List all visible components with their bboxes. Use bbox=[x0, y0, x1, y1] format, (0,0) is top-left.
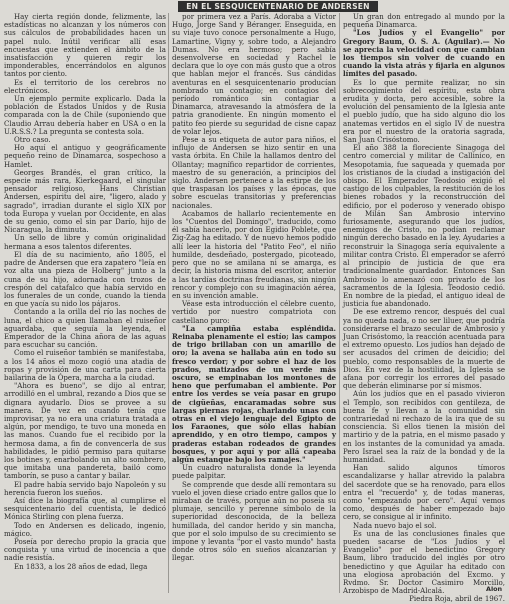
paragraph: El día de su nacimiento, año 1805, el padre de Andersen que era zapatero "leía en voz alta una pieza de Holberg" junto a la cuna de su hijo, adornada con trozos de crespón del catafalco que había servido en los funerales de un conde, cuando la tienda en que yacía su nido los pájaros. bbox=[4, 249, 166, 309]
paragraph: Un sello de libre y común originalidad hermana a esos talentos diferentes. bbox=[4, 233, 166, 251]
paragraph: por primera vez a París. Adoraba a Víctor Hugo, Jorge Sand y Béranger. Enseguida, en su viaje tuvo conoce personalmente a Hugo, Lamartine, Vigny y, sobre todo, a Alejandro Dumas. No era hermoso; pero sabía desenvolverse en sociedad y Rachel le declara que lo oye con más gusto que a otros que hablan mejor el francés. Sus cándidas aventuras en el sesquicentenario producían nombrado un contagio; en contagios del período romántico sin contagiar a Dinamarca, atravesando la atmósfera de la patria granodiente. En ningún momento el patito feo pierde su seguridad de cisne capaz de volar lejos. bbox=[172, 12, 336, 136]
paragraph: Es el territorio de los cerebros no electrónicos. bbox=[4, 77, 166, 95]
paragraph: El padre había servido bajo Napoleón y su herencia fueron los sueños. bbox=[4, 479, 166, 497]
paragraph: Un cuadro naturalista donde la leyenda puede palpitar. bbox=[172, 463, 336, 481]
paragraph: Se comprende que desde allí remontara su vuelo el joven diese criado entre gallos que lo miraban de través, porque aún no poseía su plumaje, sencillo y perenne símbolo de la superioridad desconocida, de la belleza humillada, del candor herido y sin mancha, que por el solo impulso de su crecimiento se impone y levanta "por el vasto mundo" hasta donde otros sólo en sueños alcanzarían y llegar. bbox=[172, 479, 336, 563]
paragraph: Un ejemplo permite explicarlo. Dada la población de Estados Unidos y de Rusia comparada con la de Chile (suponiendo que Claudio Arrau debería haber en USA o en la U.R.S.S.? La pregunta se contesta sola. bbox=[4, 94, 166, 136]
paragraph: Como el ruiseñor también se manifestaba, a los 14 años el mozo cogió una atadia de ropas y provisión de una carta para cierta bailarina de la Ópera, marcha a la ciudad. bbox=[4, 348, 166, 382]
paragraph: Es una de las conclusiones finales que pueden sacarse de "Los Judíos y el Evangelio" por el benedictino Gregory Baum, libro traducido del inglés por otro benedictino y que Aguilar ha editado con una elogiosa aprobación del Excmo. y Rvdmo. Sr. Doctor Casimiro Morcillo, Arzobispo de Madrid-Alcalá. bbox=[343, 528, 505, 596]
paragraph: Todo en Andersen es delicado, ingenio, mágico. bbox=[4, 520, 166, 538]
signature-line: Piedra Roja, abril de 1967. bbox=[409, 594, 505, 604]
paragraph: Poseía por derecho propio la gracia que conquista y una virtud de inocencia a que nadie resistía. bbox=[4, 537, 166, 563]
column-right bbox=[343, 12, 505, 604]
paragraph: Contando a la orilla del río las noches de luna, el chico a quien llamaban el ruiseñor aguardaba, que seguía la leyenda, el Emperador de la China añora de las aguas para escuchar su canción. bbox=[4, 307, 166, 350]
paragraph: Nada nuevo bajo el sol. bbox=[353, 520, 437, 530]
column-middle bbox=[172, 13, 336, 596]
paragraph: Otro caso. bbox=[14, 135, 51, 145]
paragraph: Así dice la biografía que, al cumplirse el sesquicentenario del cuentista, le dedicó Mónica Stirling con plena fuerza. bbox=[4, 495, 166, 522]
paragraph: Es lo que permite realizar, no sin sobrecogimiento del espíritu, esta obra erudita y docta, pero accesible, sobre la evolución del pensamiento de la Iglesia ante el pueblo judío, que ha sido alguno dio los anatemas vertidos en el siglo IV de nuestra era por el nuestro de la oratoria sagrada, San Juan Crisóstomo. bbox=[343, 77, 505, 145]
paragraph: Un gran don entregado al mundo por la pequeña Dinamarca. bbox=[343, 12, 505, 30]
book-review-lead: "Los Judíos y el Evangelio" por Gregory Baum, O. S. A. (Aguilar).— No se aprecia la velocidad con que cambian los tiempos sin volver de cuando en cuando la vista atrás y fijarla en algunos límites del pasado. bbox=[343, 28, 505, 79]
section-header: EN EL SESQUICENTENARIO DE ANDERSEN bbox=[178, 1, 378, 12]
paragraph: Acabamos de hallarlo recientemente en los "Cuentos del Domingo", traducido, como él sabía hacerlo, por don Egidio Poblete, que Zig-Zag ha editado. Y de nuevo hemos podido allí leer la historia del "Patito Feo", el niño humilde, desdeñado, postergado, picoteado, pero que no se amilana ni se amarga, es decir, la historia misma del escritor, anterior a las tardías doctrinas freudianas, sin ningún rencor y complejo con su imaginación aérea, en su invención amable. bbox=[172, 208, 336, 300]
column-divider bbox=[339, 13, 340, 593]
paragraph: Hay cierta región donde, felizmente, las estadísticas no alcanzan y los números con sus cálculos de probabilidades hacen un papel nulo. Inútil verificar allí esas encuestas que extienden el ámbito de la insatisfacción y quieren regir los imponderables, encerrándolos en algunos tantos por ciento. bbox=[4, 12, 166, 79]
paragraph: En 1833, a los 28 años de edad, llega bbox=[14, 561, 148, 571]
quoted-paragraph: "La campiña estaba espléndida. Reinaba plenamente el estío; las campos de trigo brillaban con un amarillo de oro; la avena se hallaba aún en todo su fresco verdor; y por sobre el haz de los prados, matizados de un verde más oscuro, se empinaban los montones de heno que perfumaban el ambiente. Por entre los verdes se veía pasar en grupo de cigüeñas, encaramadas sobre sus largas piernas rojas, charlando unas con otras en el viejo lenguaje del Egipto de los Faraones, que sólo ellas habían aprendido, y en otro tiempo, campos y praderas estaban rodeados de grandes bosques, y por aquí y por allá capeaba algún estanque bajo los ramajes." bbox=[172, 323, 336, 464]
paragraph: Aún los judíos que en el pasado vivieron el Templo, son recibidos con gentileza, de buena fe y llevan a la comunidad sin contrariedad ni rechazo de la ira que de su consciencia. Si ellos tienen la misión del martirio y de la patria, en el mismo pasado y en los instantes de la comunidad ya amada. Pero Israel sea la raíz de la bondad y de la humanidad. bbox=[343, 389, 505, 464]
author-credit: Alon bbox=[486, 585, 503, 593]
paragraph: Han salido algunos tímoros escandalizarse y hallar atrevido la palabra del sacerdote que se ha renovado, para ellos entra el "recuerdo" y, de todas maneras, como "empezando por cero". Aquí vemos como, después de haber empezado bajo cero, se consigue al ir infinito. bbox=[343, 463, 505, 522]
paragraph: Georges Brandés, el gran crítico, la especie más rara, Kierkegaard, el singular pensador religioso, Hans Christian Andersen, espíritu del aire, "ligero, alado y sagrado", irradian durante el siglo XIX por toda Europa y vuelan por Occidente, en alas de su genio, como el sin par Darío, hijo de Nicaragua, la diminuta. bbox=[4, 167, 166, 235]
column-left bbox=[4, 13, 166, 596]
paragraph: De ese extremo rencor, después del cual ya no queda nada, o no ser liluer, que podría considerarse el brazo secular de Ambrosio y Juan Crisóstomo, la reacción acentuada para el extremo opuesto. Los judíos han dejado de ser acusados del crimen de deicidio; del pueblo, como responsables de la muerte de Dios. En vez de la hostilidad, la Iglesia se afana por corregir los errores del pasado que deberán eliminarse por sí mismos. bbox=[343, 307, 505, 391]
paragraph: Véase esta introducción el célebre cuento, vertido por nuestro compatriota con castellano puro: bbox=[172, 299, 336, 325]
paragraph: "Ahora es bueno", se dijo al entrar, arrodilló en el umbral, rezando a Dios que se dignara ayudarlo. Dios se provee a su manera. De vez en cuando tenía que improvisar, ya no era una criatura tratada a algún, por mendigo, te tuvo una moneda en las manos. Cuando fue el recibido por la hermosa dama, a fin de convencerla de sus habilidades, le pidió permiso para quitarse los botines y, enarbolando un alto sombrero, que imitaba una pandereta, bailó como tamborín, se puso a cantar y bailar. bbox=[4, 381, 166, 481]
column-divider bbox=[168, 13, 169, 593]
paragraph: El año 388 la floreciente Sinagoga del centro comercial y militar de Callinico, en Mesopotamia, fue saqueada y quemada por los cristianos de la ciudad a instigación del obispo. El Emperador Teodosio exigió el castigo de los culpables, la restitución de los bienes robados y la reconstrucción del edificio, por el poderoso y venerado obispo de Milán San Ambrosio intervino furiosamente, asegurando que los judíos, enemigos de Cristo, no podían reclamar ningún derecho basado en la ley. Ayudaries a reconstruir la Sinagoga sería equivalente a militar contra Cristo. El emperador se aferró al principio de justicia de que era tradicionalmente guardador. Entonces San Ambrosio lo amenazó con privarlo de los sacramentos de la Iglesia. Teodosio cedió. En nombre de la piedad, el antiguo ideal de justicia fue abandonado. bbox=[343, 143, 505, 309]
paragraph: Pese a su etiqueta de autor para niños, el influjo de Andersen se hizo sentir en una vasta órbita. En Chile la hallamos dentro del Ollantay; magnífico repartidor de corrientes, maestro de su generación, a principios del siglo. Andersen pertenece a la estirpe de los que traspasan los países y las épocas, que sobre escuelas transitorias y preferencias nacionales. bbox=[172, 135, 336, 210]
paragraph: Ho aquí el antiguo y geográficamente pequeño reino de Dinamarca, sospechoso a Hamlet. bbox=[4, 143, 166, 169]
